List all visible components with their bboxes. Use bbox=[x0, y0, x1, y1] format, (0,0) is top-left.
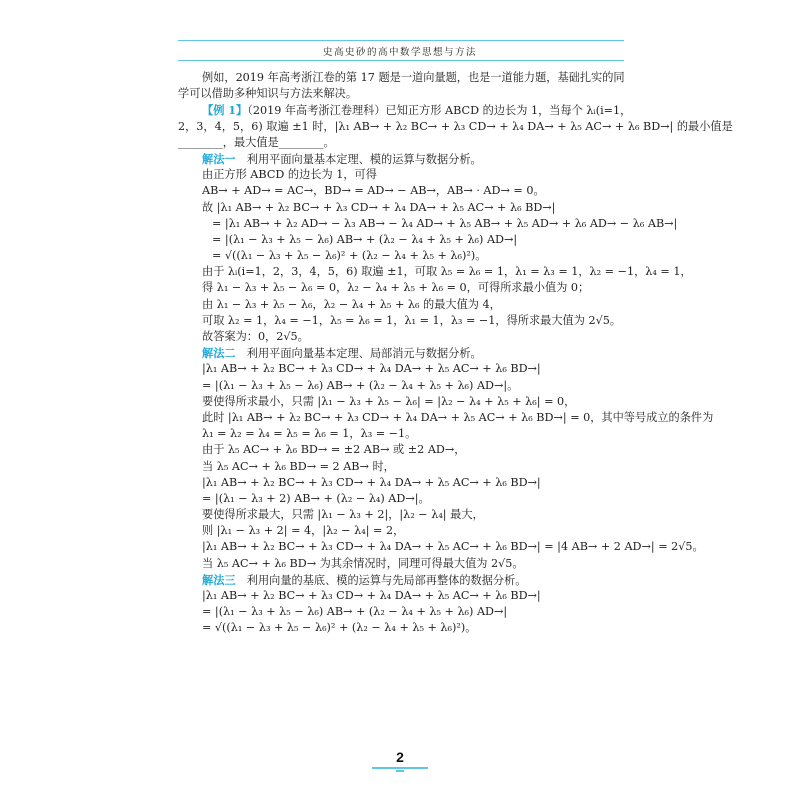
line-text: |λ₁ AB→ + λ₂ BC→ + λ₃ CD→ + λ₄ DA→ + λ₅ AC→ + λ₆ BD→| bbox=[202, 475, 541, 489]
page-number: 2 bbox=[396, 749, 404, 765]
line-text: 故 |λ₁ AB→ + λ₂ BC→ + λ₃ CD→ + λ₄ DA→ + λ₅ AC→ + λ₆ BD→| bbox=[202, 200, 556, 214]
text-line bbox=[178, 264, 692, 280]
text-line bbox=[178, 442, 630, 458]
line-text: AB→ + AD→ = AC→，BD→ = AD→ − AB→，AB→ · AD→ = 0。 bbox=[202, 184, 545, 198]
line-text: |λ₁ AB→ + λ₂ BC→ + λ₃ CD→ + λ₄ DA→ + λ₅ AC→ + λ₆ BD→| bbox=[202, 362, 541, 376]
text-line bbox=[178, 426, 630, 442]
line-text: 2，3，4，5，6) 取遍 ±1 时，|λ₁ AB→ + λ₂ BC→ + λ₃ CD→ + λ₄ DA→ + λ₅ AC→ + λ₆ BD→| 的最小值是 bbox=[178, 119, 733, 133]
text-line bbox=[178, 475, 630, 491]
line-text: 学可以借助多种知识与方法来解决。 bbox=[178, 87, 358, 101]
text-line bbox=[178, 135, 630, 151]
text-line bbox=[178, 167, 630, 183]
line-text: 利用向量的基底、模的运算与先局部再整体的数据分析。 bbox=[235, 573, 527, 587]
line-text: 由 λ₁ − λ₃ + λ₅ − λ₆，λ₂ − λ₄ + λ₅ + λ₆ 的最大值为 4， bbox=[202, 297, 501, 311]
text-line bbox=[178, 394, 630, 410]
text-line bbox=[178, 200, 630, 216]
line-text: 可取 λ₂ = 1，λ₄ = −1，λ₅ = λ₆ = 1，λ₁ = 1，λ₃ = −1，得所求最大值为 2√5。 bbox=[202, 313, 621, 327]
section-tag: 解法一 bbox=[202, 151, 236, 166]
line-text: （2019 年高考浙江卷理科）已知正方形 ABCD 的边长为 1，当每个 λᵢ(i=1， bbox=[247, 104, 632, 118]
text-line bbox=[178, 378, 630, 394]
running-header: 史高史砂的高中数学思想与方法 bbox=[322, 47, 477, 58]
text-line bbox=[178, 410, 714, 426]
text-line bbox=[178, 572, 630, 588]
header-bottom-rule bbox=[178, 60, 624, 61]
text-line bbox=[178, 248, 630, 264]
text-line bbox=[178, 345, 630, 361]
text-line bbox=[178, 151, 630, 167]
line-text: 利用平面向量基本定理、模的运算与数据分析。 bbox=[235, 152, 482, 166]
line-text: 得 λ₁ − λ₃ + λ₅ − λ₆ = 0，λ₂ − λ₄ + λ₅ + λ₆ = 0，可得所求最小值为 0； bbox=[202, 281, 590, 295]
text-line bbox=[178, 313, 630, 329]
line-text: 此时 |λ₁ AB→ + λ₂ BC→ + λ₃ CD→ + λ₄ DA→ + λ₅ AC→ + λ₆ BD→| = 0，其中等号成立的条件为 bbox=[202, 410, 714, 424]
body-text bbox=[178, 70, 733, 637]
section-tag: 解法三 bbox=[202, 572, 236, 587]
text-line bbox=[178, 102, 630, 118]
line-text: 故答案为：0，2√5。 bbox=[202, 330, 309, 343]
line-text: = √((λ₁ − λ₃ + λ₅ − λ₆)² + (λ₂ − λ₄ + λ₅ + λ₆)²)。 bbox=[202, 621, 477, 635]
line-text: = |λ₁ AB→ + λ₂ AD→ − λ₃ AB→ − λ₄ AD→ + λ₅ AB→ + λ₅ AD→ + λ₆ AD→ − λ₆ AB→| bbox=[212, 216, 678, 230]
page-number-accent bbox=[396, 770, 404, 772]
text-line bbox=[178, 329, 630, 345]
text-line bbox=[178, 539, 704, 555]
line-text: 当 λ₅ AC→ + λ₆ BD→ 为其余情况时，同理可得最大值为 2√5。 bbox=[202, 556, 524, 570]
text-line bbox=[178, 588, 630, 604]
section-tag: 【例 1】 bbox=[202, 103, 248, 118]
page-number-bar bbox=[372, 767, 428, 769]
line-text: 由于 λ₅ AC→ + λ₆ BD→ = ±2 AB→ 或 ±2 AD→， bbox=[202, 443, 466, 457]
line-text: 要使得所求最大，只需 |λ₁ − λ₃ + 2|，|λ₂ − λ₄| 最大， bbox=[202, 508, 484, 522]
text-line bbox=[178, 297, 630, 313]
line-text: 由正方形 ABCD 的边长为 1，可得 bbox=[202, 168, 377, 182]
line-text: = √((λ₁ − λ₃ + λ₅ − λ₆)² + (λ₂ − λ₄ + λ₅ + λ₆)²)。 bbox=[212, 249, 487, 263]
text-line bbox=[178, 620, 630, 636]
text-line bbox=[178, 523, 630, 539]
line-text: |λ₁ AB→ + λ₂ BC→ + λ₃ CD→ + λ₄ DA→ + λ₅ AC→ + λ₆ BD→| = |4 AB→ + 2 AD→| = 2√5。 bbox=[202, 540, 704, 554]
text-line bbox=[178, 361, 630, 377]
text-line bbox=[178, 86, 630, 102]
header-top-rule bbox=[178, 40, 624, 41]
line-text: ________，最大值是________。 bbox=[178, 135, 335, 149]
line-text: = |(λ₁ − λ₃ + λ₅ − λ₆) AB→ + (λ₂ − λ₄ + λ₅ + λ₆) AD→| bbox=[202, 605, 508, 619]
line-text: 要使得所求最小，只需 |λ₁ − λ₃ + λ₅ − λ₆| = |λ₂ − λ₄ + λ₅ + λ₆| = 0， bbox=[202, 394, 576, 408]
text-line bbox=[178, 556, 630, 572]
text-line bbox=[178, 216, 678, 232]
text-line bbox=[178, 232, 630, 248]
line-text: 则 |λ₁ − λ₃ + 2| = 4，|λ₂ − λ₄| = 2， bbox=[202, 524, 405, 538]
line-text: = |(λ₁ − λ₃ + λ₅ − λ₆) AB→ + (λ₂ − λ₄ + λ₅ + λ₆) AD→|。 bbox=[202, 378, 519, 392]
line-text: 利用平面向量基本定理、局部消元与数据分析。 bbox=[235, 347, 482, 361]
text-line bbox=[178, 280, 630, 296]
line-text: 由于 λᵢ(i=1，2，3，4，5，6) 取遍 ±1，可取 λ₅ = λ₆ = 1，λ₁ = λ₃ = 1，λ₂ = −1，λ₄ = 1， bbox=[202, 265, 692, 279]
line-text: |λ₁ AB→ + λ₂ BC→ + λ₃ CD→ + λ₄ DA→ + λ₅ AC→ + λ₆ BD→| bbox=[202, 589, 541, 602]
section-tag: 解法二 bbox=[202, 346, 236, 361]
text-line bbox=[178, 604, 630, 620]
text-line bbox=[178, 70, 630, 86]
line-text: = |(λ₁ − λ₃ + λ₅ − λ₆) AB→ + (λ₂ − λ₄ + λ₅ + λ₆) AD→| bbox=[212, 232, 518, 246]
line-text: = |(λ₁ − λ₃ + 2) AB→ + (λ₂ − λ₄) AD→|。 bbox=[202, 491, 430, 505]
text-line bbox=[178, 183, 630, 199]
text-line bbox=[178, 507, 630, 523]
text-line bbox=[178, 491, 630, 507]
text-line bbox=[178, 459, 630, 475]
line-text: 例如，2019 年高考浙江卷的第 17 题是一道向量题，也是一道能力题，基础扎实的同 bbox=[202, 71, 625, 84]
line-text: 当 λ₅ AC→ + λ₆ BD→ = 2 AB→ 时， bbox=[202, 459, 395, 473]
text-line bbox=[178, 119, 733, 135]
line-text: λ₁ = λ₂ = λ₄ = λ₅ = λ₆ = 1，λ₃ = −1。 bbox=[202, 427, 417, 441]
